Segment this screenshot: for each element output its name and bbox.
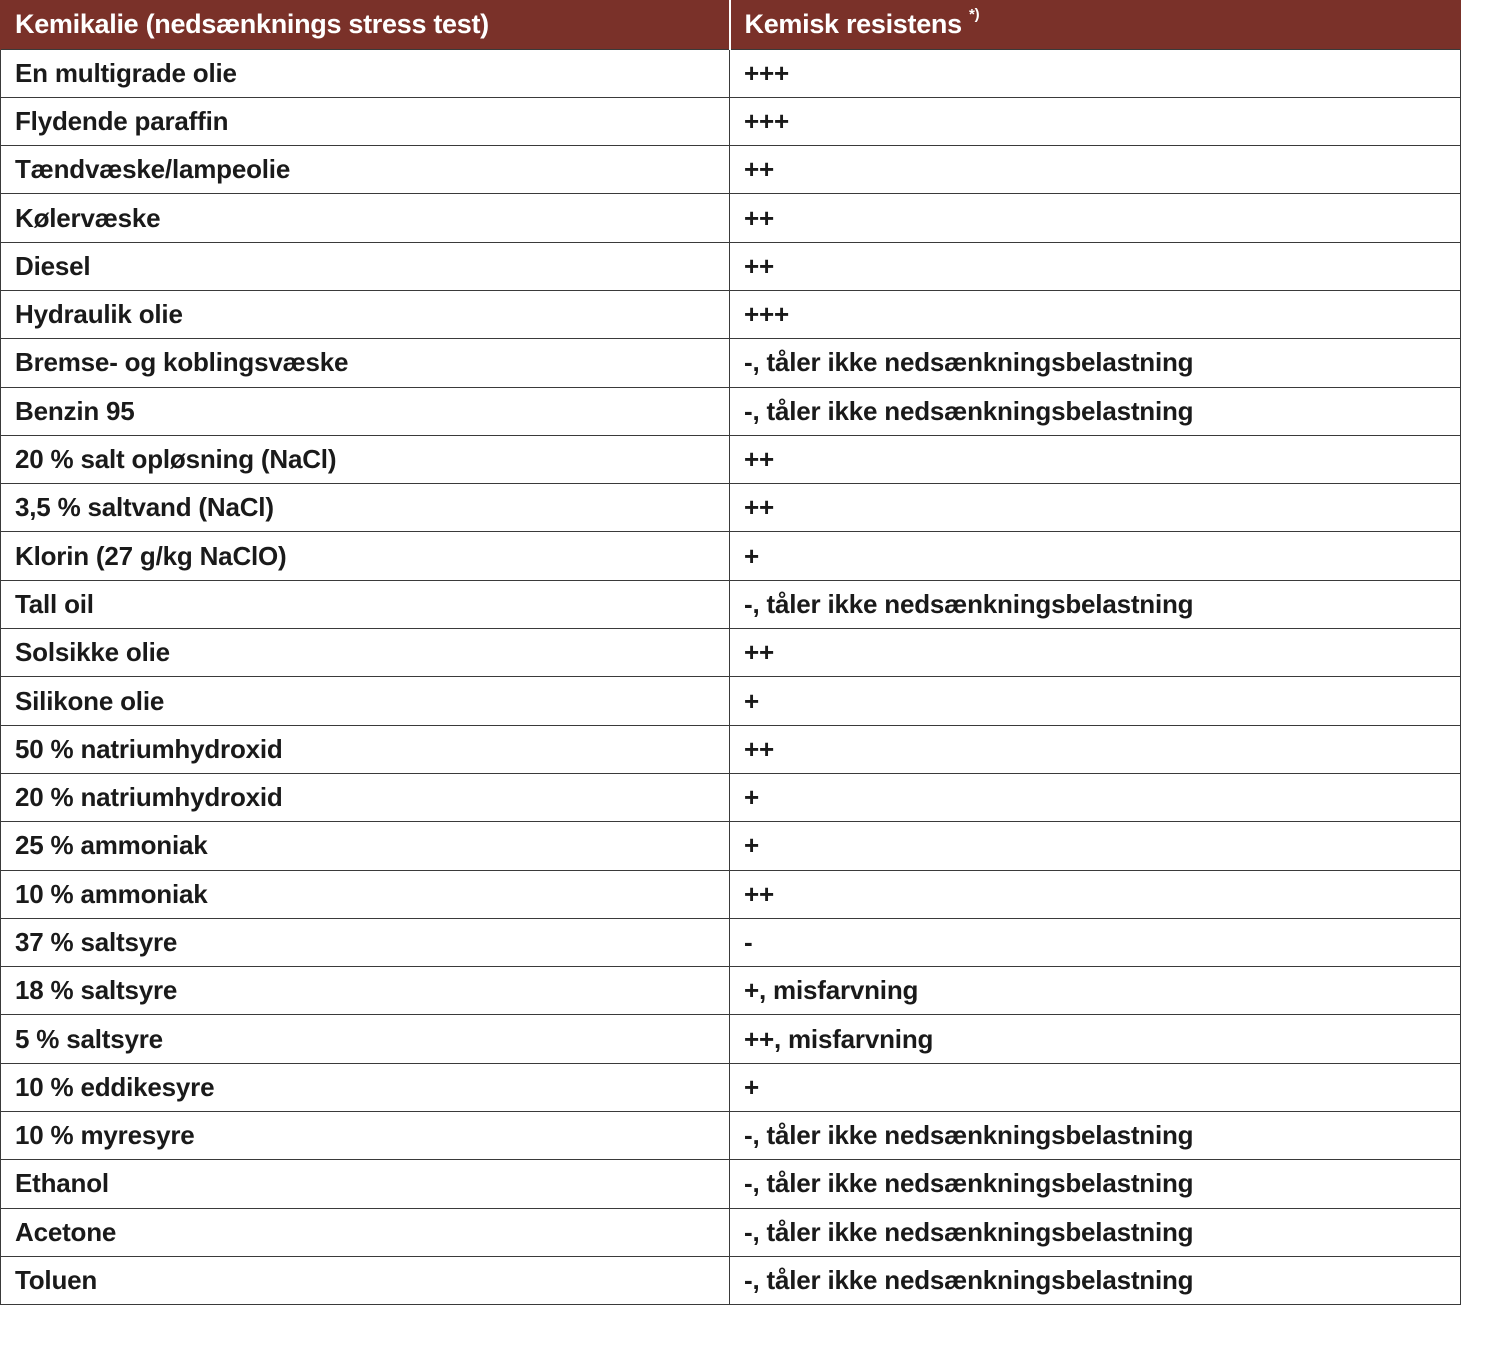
chemical-cell: 20 % salt opløsning (NaCl) bbox=[1, 435, 730, 483]
table-row bbox=[1, 97, 1461, 145]
table-row bbox=[1, 49, 1461, 97]
table-row bbox=[1, 194, 1461, 242]
resistance-cell: -, tåler ikke nedsænkningsbelastning bbox=[730, 339, 1461, 387]
table-header-row bbox=[1, 0, 1461, 49]
resistance-cell: -, tåler ikke nedsænkningsbelastning bbox=[730, 387, 1461, 435]
table-row bbox=[1, 1112, 1461, 1160]
table-body bbox=[1, 49, 1461, 1305]
resistance-cell: ++ bbox=[730, 146, 1461, 194]
chemical-cell: Kølervæske bbox=[1, 194, 730, 242]
table-row bbox=[1, 532, 1461, 580]
chemical-cell: 10 % myresyre bbox=[1, 1112, 730, 1160]
resistance-cell: + bbox=[730, 1063, 1461, 1111]
resistance-cell: + bbox=[730, 532, 1461, 580]
chemical-cell: Klorin (27 g/kg NaClO) bbox=[1, 532, 730, 580]
table-row bbox=[1, 435, 1461, 483]
resistance-cell: ++ bbox=[730, 484, 1461, 532]
header-footnote-marker: *) bbox=[969, 5, 980, 23]
chemical-cell: Tall oil bbox=[1, 580, 730, 628]
table-row bbox=[1, 918, 1461, 966]
resistance-cell: ++ bbox=[730, 725, 1461, 773]
chemical-cell: 25 % ammoniak bbox=[1, 822, 730, 870]
chemical-cell: Toluen bbox=[1, 1256, 730, 1304]
header-resistance-label: Kemisk resistens bbox=[744, 8, 962, 39]
chemical-cell: Ethanol bbox=[1, 1160, 730, 1208]
table-row bbox=[1, 1208, 1461, 1256]
table-row bbox=[1, 1256, 1461, 1304]
resistance-cell: -, tåler ikke nedsænkningsbelastning bbox=[730, 1112, 1461, 1160]
chemical-cell: Solsikke olie bbox=[1, 629, 730, 677]
chemical-cell: 5 % saltsyre bbox=[1, 1015, 730, 1063]
resistance-cell: ++ bbox=[730, 435, 1461, 483]
table-row bbox=[1, 725, 1461, 773]
chemical-cell: 18 % saltsyre bbox=[1, 967, 730, 1015]
table-row bbox=[1, 242, 1461, 290]
resistance-cell: ++, misfarvning bbox=[730, 1015, 1461, 1063]
chemical-cell: 3,5 % saltvand (NaCl) bbox=[1, 484, 730, 532]
chemical-cell: 20 % natriumhydroxid bbox=[1, 773, 730, 821]
chemical-cell: Silikone olie bbox=[1, 677, 730, 725]
chemical-cell: Tændvæske/lampeolie bbox=[1, 146, 730, 194]
table-row bbox=[1, 967, 1461, 1015]
resistance-cell: + bbox=[730, 677, 1461, 725]
resistance-cell: ++ bbox=[730, 194, 1461, 242]
header-chemical-label: Kemikalie (nedsænknings stress test) bbox=[15, 8, 489, 39]
chemical-cell: Benzin 95 bbox=[1, 387, 730, 435]
resistance-cell: +, misfarvning bbox=[730, 967, 1461, 1015]
chemical-cell: Acetone bbox=[1, 1208, 730, 1256]
chemical-cell: Flydende paraffin bbox=[1, 97, 730, 145]
resistance-cell: -, tåler ikke nedsænkningsbelastning bbox=[730, 1208, 1461, 1256]
resistance-cell: +++ bbox=[730, 290, 1461, 338]
table-row bbox=[1, 580, 1461, 628]
table-row bbox=[1, 146, 1461, 194]
resistance-cell: -, tåler ikke nedsænkningsbelastning bbox=[730, 1160, 1461, 1208]
table-row bbox=[1, 677, 1461, 725]
table-row bbox=[1, 1015, 1461, 1063]
chemical-cell: Diesel bbox=[1, 242, 730, 290]
table-row bbox=[1, 1160, 1461, 1208]
resistance-cell: + bbox=[730, 822, 1461, 870]
chemical-cell: Bremse- og koblingsvæske bbox=[1, 339, 730, 387]
chemical-cell: 10 % ammoniak bbox=[1, 870, 730, 918]
table-row bbox=[1, 290, 1461, 338]
table-row bbox=[1, 870, 1461, 918]
resistance-cell: -, tåler ikke nedsænkningsbelastning bbox=[730, 1256, 1461, 1304]
resistance-cell: -, tåler ikke nedsænkningsbelastning bbox=[730, 580, 1461, 628]
chemical-cell: Hydraulik olie bbox=[1, 290, 730, 338]
header-chemical bbox=[1, 0, 730, 49]
resistance-cell: ++ bbox=[730, 870, 1461, 918]
resistance-cell: +++ bbox=[730, 49, 1461, 97]
chemical-cell: 10 % eddikesyre bbox=[1, 1063, 730, 1111]
table-row bbox=[1, 387, 1461, 435]
resistance-cell: + bbox=[730, 773, 1461, 821]
header-resistance bbox=[730, 0, 1461, 49]
table-row bbox=[1, 822, 1461, 870]
chemical-cell: En multigrade olie bbox=[1, 49, 730, 97]
table-row bbox=[1, 773, 1461, 821]
resistance-cell: +++ bbox=[730, 97, 1461, 145]
resistance-cell: ++ bbox=[730, 629, 1461, 677]
table-row bbox=[1, 629, 1461, 677]
resistance-cell: - bbox=[730, 918, 1461, 966]
table-row bbox=[1, 339, 1461, 387]
resistance-cell: ++ bbox=[730, 242, 1461, 290]
table-row bbox=[1, 1063, 1461, 1111]
chemical-cell: 37 % saltsyre bbox=[1, 918, 730, 966]
chemical-cell: 50 % natriumhydroxid bbox=[1, 725, 730, 773]
table-row bbox=[1, 484, 1461, 532]
